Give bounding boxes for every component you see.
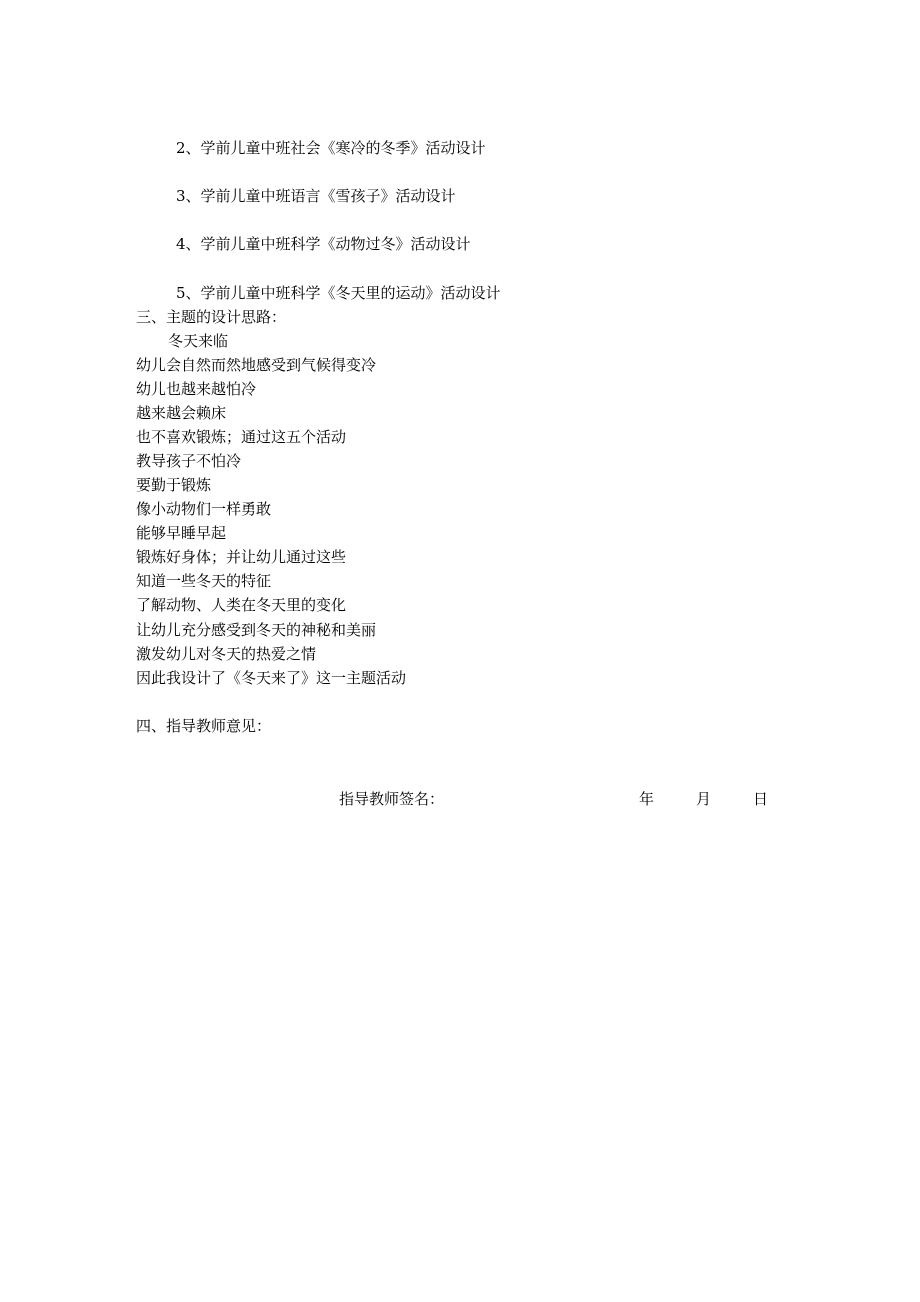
rationale-line: 知道一些冬天的特征 <box>136 572 272 590</box>
activity-item-4: 4、学前儿童中班科学《动物过冬》活动设计 <box>176 235 471 253</box>
section-3-heading: 三、主题的设计思路： <box>136 308 287 326</box>
rationale-line: 锻炼好身体；并让幼儿通过这些 <box>136 548 347 566</box>
activity-item-3: 3、学前儿童中班语言《雪孩子》活动设计 <box>176 187 456 205</box>
rationale-line: 冬天来临 <box>168 332 229 350</box>
activity-item-5: 5、学前儿童中班科学《冬天里的运动》活动设计 <box>176 284 501 302</box>
rationale-line: 幼儿会自然而然地感受到气候得变冷 <box>136 356 377 374</box>
signature-row <box>0 790 920 808</box>
signature-year: 年 <box>639 790 655 808</box>
signature-day: 日 <box>753 790 769 808</box>
rationale-line: 教导孩子不怕冷 <box>136 452 242 470</box>
signature-month: 月 <box>696 790 712 808</box>
rationale-line: 让幼儿充分感受到冬天的神秘和美丽 <box>136 621 377 639</box>
rationale-line: 要勤于锻炼 <box>136 476 212 494</box>
signature-label: 指导教师签名： <box>339 790 445 808</box>
section-4-heading: 四、指导教师意见： <box>136 717 272 735</box>
rationale-line: 因此我设计了《冬天来了》这一主题活动 <box>136 669 407 687</box>
rationale-line: 激发幼儿对冬天的热爱之情 <box>136 645 317 663</box>
rationale-line: 幼儿也越来越怕冷 <box>136 380 257 398</box>
rationale-line: 越来越会赖床 <box>136 404 227 422</box>
rationale-line: 像小动物们一样勇敢 <box>136 500 272 518</box>
activity-item-2: 2、学前儿童中班社会《寒冷的冬季》活动设计 <box>176 139 486 157</box>
rationale-line: 能够早睡早起 <box>136 524 227 542</box>
rationale-line: 了解动物、人类在冬天里的变化 <box>136 596 347 614</box>
rationale-line: 也不喜欢锻炼；通过这五个活动 <box>136 428 347 446</box>
